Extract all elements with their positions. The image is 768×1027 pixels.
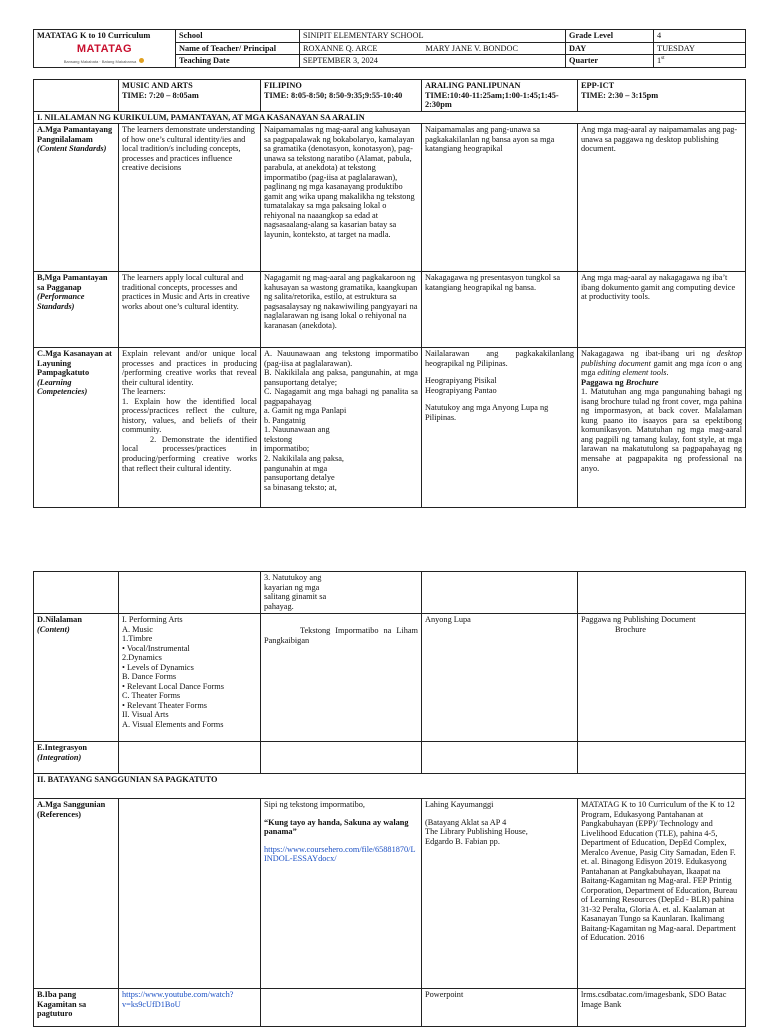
ap-other: Powerpoint xyxy=(422,989,578,1027)
row-performance-standards xyxy=(34,272,746,348)
row-other-resources xyxy=(34,989,746,1027)
filipino-content-standard: Naipamamalas ng mag-aaral ang kahusayan sa pagpapalawak ng bokabolaryo, kamalayan sa gramatika (denotasyon, konotasyon), pag-unawa sa tekstong naratibo (Alamat, pabula, parabula, at anekdota) at tekstong impormatibo (pag-iisa at paglalarawan), paglinang ng mga kasanayang produktibo gamit ang wika upang makalikha ng tekstong tumatalakay sa mga paksaing lokal o rehiyonal na naaangkop sa edad at nagsasaalang-alang sa kasarian batay sa layunin, konteksto, at target na madla. xyxy=(261,124,422,272)
school-label: School xyxy=(176,30,300,43)
subject-filipino: FILIPINO TIME: 8:05-8:50; 8:50-9:35;9:55-10:40 xyxy=(261,80,422,112)
filipino-content: Tekstong Impormatibo na Liham Pangkaibigan xyxy=(261,614,422,742)
date-label: Teaching Date xyxy=(176,55,300,68)
dll-table-page2 xyxy=(33,571,746,1027)
quarter-value: 1st xyxy=(654,55,746,68)
subject-epp: EPP-ICT TIME: 2:30 – 3:15pm xyxy=(578,80,746,112)
music-content-standard: The learners demonstrate understanding of how one’s cultural identity/ies and local tradition/s including concepts, processes and practices influence creative decisions xyxy=(119,124,261,272)
curriculum-title: MATATAG K to 10 Curriculum xyxy=(37,31,151,41)
subject-ap: ARALING PANLIPUNAN TIME:10:40-11:25am;1:00-1:45;1:45-2:30pm xyxy=(422,80,578,112)
row-content-standards xyxy=(34,124,746,272)
filipino-competencies-cont: 3. Natutukoy ang kayarian ng mga salitang ginamit sa pahayag. xyxy=(261,572,422,614)
day-value: TUESDAY xyxy=(654,42,746,55)
subject-music: MUSIC AND ARTS TIME: 7:20 – 8:05am xyxy=(119,80,261,112)
epp-performance-standard: Ang mga mag-aaral ay nakagagawa ng iba’t ibang dokumento gamit ang computing device at productivity tools. xyxy=(578,272,746,348)
epp-content-standard: Ang mga mag-aaral ay naipamamalas ang pag-unawa sa paggawa ng desktop publishing document. xyxy=(578,124,746,272)
epp-other: lrms.csdbatac.com/imagesbank, SDO Batac Image Bank xyxy=(578,989,746,1027)
filipino-performance-standard: Nagagamit ng mag-aaral ang pagkakaroon ng kahusayan sa wastong gramatika, kaangkupan ng salita/retorika, estilo, at estruktura sa pagsasalaysay ng nakawiwiling pangyayari na naglalarawan ng isang lokal o rehiyonal na karanasan (anekdota). xyxy=(261,272,422,348)
teacher-value xyxy=(300,42,566,55)
youtube-link[interactable]: https://www.youtube.com/watch?v=ks9cUfD1BoU xyxy=(119,989,261,1027)
teacher-name: ROXANNE Q. ARCE xyxy=(303,43,378,53)
quarter-label: Quarter xyxy=(566,55,654,68)
header-table xyxy=(33,29,746,68)
logo-tagline: Bansang Makabata · Batang Makabansa xyxy=(63,58,137,64)
ap-competencies: Nailalarawan ang pagkakakilanlang heograpikal ng Pilipinas. Heograpiyang Pisikal Heograpiyang Pantao Natutukoy ang mga Anyong Lupa ng Pilipinas. xyxy=(422,348,578,508)
ap-content: Anyong Lupa xyxy=(422,614,578,742)
logo-cell xyxy=(34,30,176,68)
row-label-d: D.Nilalaman (Content) xyxy=(34,614,119,742)
dll-table-page1 xyxy=(33,79,746,508)
day-label: DAY xyxy=(566,42,654,55)
principal-name: MARY JANE V. BONDOC xyxy=(425,43,519,53)
row-label-c: C.Mga Kasanayan at Layuning Pampagkatuto (Learning Competencies) xyxy=(34,348,119,508)
row-label-other: B.Iba pang Kagamitan sa pagtuturo xyxy=(34,989,119,1027)
school-value: SINIPIT ELEMENTARY SCHOOL xyxy=(300,30,566,43)
grade-label: Grade Level xyxy=(566,30,654,43)
matatag-logo xyxy=(37,43,172,65)
row-label-a: A.Mga Pamantayang Pangnilalamam (Content Standards) xyxy=(34,124,119,272)
teacher-label: Name of Teacher/ Principal xyxy=(176,42,300,55)
row-references xyxy=(34,799,746,989)
row-learning-competencies xyxy=(34,348,746,508)
subjects-header-row xyxy=(34,80,746,112)
row-content xyxy=(34,614,746,742)
row-competencies-continued xyxy=(34,572,746,614)
coursehero-link[interactable]: https://www.coursehero.com/file/65881870/LINDOL-ESSAYdocx/ xyxy=(264,844,416,864)
music-competencies: Explain relevant and/or unique local processes and practices in producing /performing creative works that reveal their cultural identity. The learners: 1. Explain how the identified local process/practices reflect the culture, history, values, and beliefs of their community. 2. Demonstrate the identified local processes/practices in producing/performing creative works that reflect their cultural identity. xyxy=(119,348,261,508)
epp-competencies: Nakagagawa ng ibat-ibang uri ng desktop publishing document gamit ang mga icon o ang mga editing element tools. Paggawa ng Brochure 1. Matutuhan ang mga pangunahing bahagi ng isang brochure tulad ng front cover, mga pahina ng impormasyon, at back cover. Malalaman kung paano ito isaayos para sa epektibong komunikasyon. Matutuhan ng mga mag-aaral ang pagpili ng tamang kulay, font style, at mga larawan na makatutulong sa pagpapahayag ng mensahe at pagpapakita ng professional na anyo. xyxy=(578,348,746,508)
epp-references: MATATAG K to 10 Curriculum of the K to 12 Program, Edukasyong Pantahanan at Pangkabuhayan (EPP)/ Technology and Livelihood Education (TLE), pahina 4-5, Department of Education, DepEd Complex, Meralco Avenue, Pasig City Samadan, Eden F. et. al. Binagong Edisyon 2019. Edukasyong Pantahanan at Pangkabuhayan, Ikaapat na Baitang-Kagamitan ng Mag-aral. FEP Printig Corporation, Department of Education, Bureau of Learning Resources (DepEd - BLR) pahina 31-32 Peralta, Gloria A. et. al. Kaalaman at Kasanayan Tungo sa Kaunlaran. Ikalimang Baitang-Kagamitan ng Mag-aaral. Department of Education. 2016 xyxy=(578,799,746,989)
music-performance-standard: The learners apply local cultural and traditional concepts, processes and practices in Music and Arts in creative works about one’s cultural identity. xyxy=(119,272,261,348)
music-content: I. Performing Arts A. Music 1.Timbre • Vocal/Instrumental 2.Dynamics • Levels of Dynamics B. Dance Forms • Relevant Local Dance Forms C. Theater Forms • Relevant Theater Forms II. Visual Arts A. Visual Elements and Forms xyxy=(119,614,261,742)
row-label-references: A.Mga Sanggunian (References) xyxy=(34,799,119,989)
filipino-references: Sipi ng tekstong impormatibo, “Kung tayo ay handa, Sakuna ay walang panama” https://www.coursehero.com/file/65881870/LINDOL-ESSAYdocx/ xyxy=(261,799,422,989)
ap-content-standard: Naipamamalas ang pang-unawa sa pagkakakilanlan ng bansa ayon sa mga katangiang heograpikal xyxy=(422,124,578,272)
logo-emblem-icon xyxy=(139,58,144,63)
epp-content: Paggawa ng Publishing Document Brochure xyxy=(578,614,746,742)
section-heading-2: II. BATAYANG SANGGUNIAN SA PAGKATUTO xyxy=(34,774,746,799)
row-label-e: E.Integrasyon (Integration) xyxy=(34,742,119,774)
row-integration xyxy=(34,742,746,774)
logo-text: MATATAG xyxy=(76,42,133,55)
ap-performance-standard: Nakagagawa ng presentasyon tungkol sa katangiang heograpikal ng bansa. xyxy=(422,272,578,348)
row-label-b: B,Mga Pamantayan sa Pagganap (Performance Standards) xyxy=(34,272,119,348)
date-value: SEPTEMBER 3, 2024 xyxy=(300,55,566,68)
ap-references: Lahing Kayumanggi (Batayang Aklat sa AP 4 The Library Publishing House, Edgardo B. Fabian pp. xyxy=(422,799,578,989)
filipino-competencies: A. Nauunawaan ang tekstong impormatibo (pag-iisa at paglalarawan). B. Nakikilala ang paksa, pangunahin, at mga pansuportang detalye; C. Nagagamit ang mga bahagi ng panalita sa pagpapahayag a. Gamit ng mga Panlapi b. Pangatnig 1. Nauunawaan ang tekstong impormatibo; 2. Nakikilala ang paksa, pangunahin at mga pansuportang detalye sa binasang teksto; at, xyxy=(261,348,422,508)
section-heading-1: I. NILALAMAN NG KURIKULUM, PAMANTAYAN, AT MGA KASANAYAN SA ARALIN xyxy=(34,111,746,124)
grade-value: 4 xyxy=(654,30,746,43)
